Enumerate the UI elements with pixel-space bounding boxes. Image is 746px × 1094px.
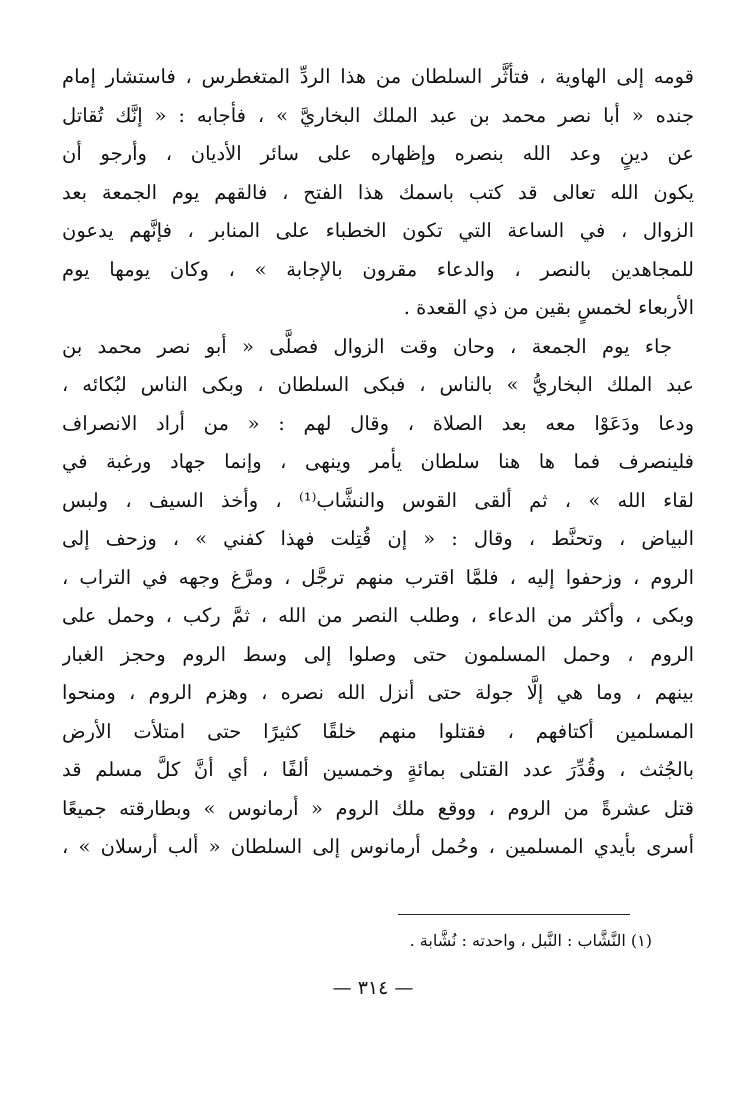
- text-line: لقاء الله » ، ثم ألقى القوس والنشَّاب⁽¹⁾ ، وأخذ السيف ، ولبس: [62, 488, 694, 512]
- text-line: أسرى بأيدي المسلمين ، وحُمل أرمانوس إلى السلطان « ألب أرسلان » ،: [62, 835, 694, 858]
- text-line: البياض ، وتحنَّط ، وقال : « إن قُتِلت فهذا كفني » ، وزحف إلى: [62, 527, 694, 550]
- text-line: بالجُثث ، وقُدِّرَ عدد القتلى بمائةٍ وخمسين ألفًا ، أي أنَّ كلَّ مسلم قد: [62, 758, 694, 781]
- text-line: الروم ، وحمل المسلمون حتى وصلوا إلى وسط الروم وحجز الغبار: [62, 642, 694, 666]
- text-line: فلينصرف فما ها هنا سلطان يأمر وينهى ، وإنما جهاد ورغبة في: [62, 450, 694, 473]
- text-line: يكون الله تعالى قد كتب باسمك هذا الفتح ، فالقهم يوم الجمعة بعد: [62, 180, 694, 204]
- text-line: الزوال ، في الساعة التي تكون الخطباء على المنابر ، فإنَّهم يدعون: [62, 219, 694, 242]
- text-line: عن دينٍ وعد الله بنصره وإظهاره على سائر الأديان ، وأرجو أن: [62, 142, 694, 165]
- main-text-block: [62, 58, 694, 867]
- text-line: المسلمين أكتافهم ، فقتلوا منهم خلقًا كثيرًا حتى امتلأت الأرض: [62, 719, 694, 743]
- text-line: جنده « أبا نصر محمد بن عبد الملك البخاريَّ » ، فأجابه : « إنَّك تُقاتل: [62, 103, 694, 127]
- text-line: الروم ، وزحفوا إليه ، فلمَّا اقترب منهم ترجَّل ، ومرَّغ وجهه في التراب ،: [62, 565, 694, 589]
- text-line: ودعا ودَعَوْا معه بعد الصلاة ، وقال لهم : « من أراد الانصراف: [62, 411, 694, 435]
- page-number: — ٣١٤ —: [332, 977, 414, 999]
- text-line: بينهم ، وما هي إلَّا جولة حتى أنزل الله نصره ، وهزم الروم ، ومنحوا: [62, 681, 694, 704]
- text-line: جاء يوم الجمعة ، وحان وقت الزوال فصلَّى « أبو نصر محمد بن: [62, 334, 672, 358]
- footnote-divider: [398, 914, 630, 915]
- text-line: وبكى ، وأكثر من الدعاء ، وطلب النصر من الله ، ثمَّ ركب ، وحمل على: [62, 604, 694, 627]
- text-line: قتل عشرةً من الروم ، ووقع ملك الروم « أرمانوس » وبطارقته جميعًا: [62, 796, 694, 820]
- paragraph-end-line: الأربعاء لخمسٍ بقين من ذي القعدة .: [403, 296, 694, 319]
- text-line: للمجاهدين بالنصر ، والدعاء مقرون بالإجابة » ، وكان يومها يوم: [62, 257, 694, 281]
- text-line: عبد الملك البخاريُّ » بالناس ، فبكى السلطان ، وبكى الناس لبُكائه ،: [62, 373, 694, 396]
- footnote: (١) النَّشَّاب : النَّبل ، واحدته : نُشَّابة .: [409, 931, 652, 950]
- text-line: قومه إلى الهاوية ، فتأثَّر السلطان من هذا الردِّ المتغطرس ، فاستشار إمام: [62, 65, 694, 88]
